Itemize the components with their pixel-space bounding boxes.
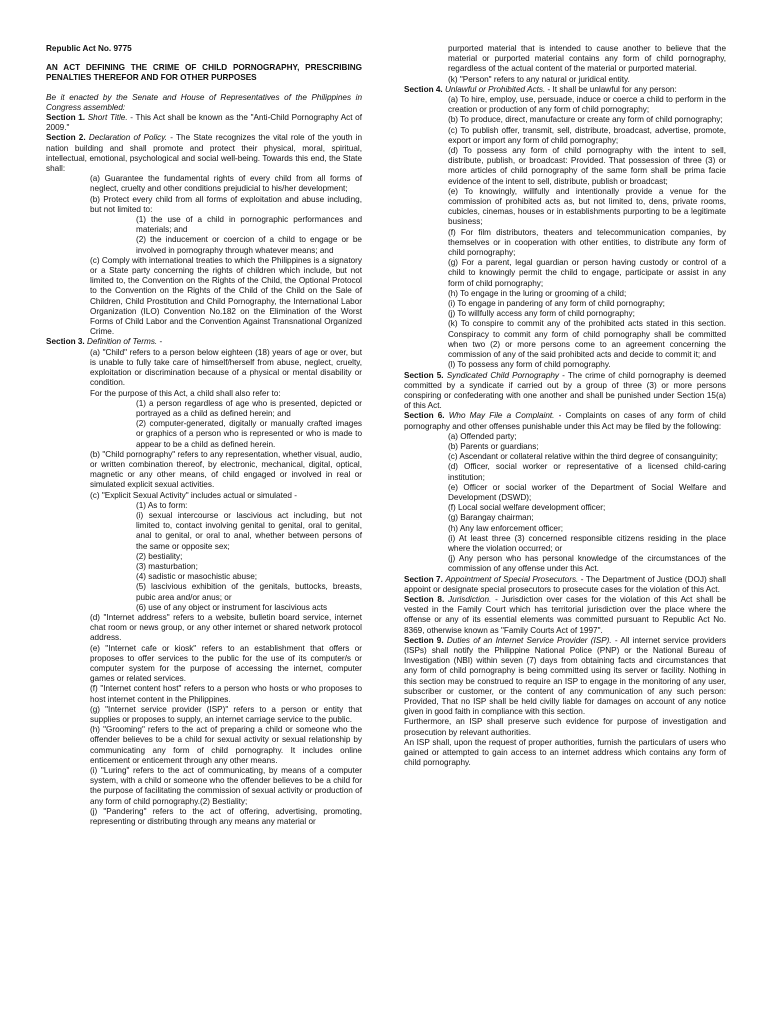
section-heading: Jurisdiction.: [448, 594, 492, 604]
clause: (l) To possess any form of child pornography.: [448, 360, 611, 370]
clause: (a) Guarantee the fundamental rights of every child from all forms of neglect, cruelty and other conditions prejudicial to his/her development;: [90, 174, 362, 194]
section-text: - This Act shall be known as the "Anti-Child Pornography Act of 2009.": [46, 113, 363, 133]
section-paragraph: [404, 595, 726, 636]
section-heading: Appointment of Special Prosecutors.: [445, 574, 579, 584]
section-number: Section 9.: [404, 635, 447, 645]
section-text: - The State recognizes the vital role of the youth in nation building and shall promote and protect their physical, moral, spiritual, intellectual, emotional, psychological and social well-being. Towards this end, the State shall:: [46, 133, 362, 174]
clause: (k) "Person" refers to any natural or juridical entity.: [448, 74, 630, 84]
section-number: Section 3.: [46, 337, 87, 347]
clause: (a) To hire, employ, use, persuade, induce or coerce a child to perform in the creation or production of any form of child pornography;: [448, 95, 726, 115]
clause: (d) To possess any form of child pornography with the intent to sell, distribute, publish, or broadcast: Provided. That possession of three (3) or more articles of child pornography of the same form shall be prima facie evidence of the intent to sell, distribute, publish or broadcast;: [448, 146, 726, 186]
clause: (d) "Internet address" refers to a website, bulletin board service, internet chat room or news group, or any other internet or shared network protocol address.: [90, 612, 362, 643]
section-number: Section 7.: [404, 574, 446, 584]
sub-clause: (i) sexual intercourse or lascivious act including, but not limited to, contact involving genital to genital, oral to genital, anal to genital, or oral to anal, whether between persons of the same or opposite sex;: [136, 510, 362, 551]
clause: (i) "Luring" refers to the act of communicating, by means of a computer system, with a child or someone who the offender believes to be a child for the purpose of facilitating the commission of sexual activity or production of any form of child pornography.(2) Bestiality;: [90, 766, 362, 806]
section-paragraph: [46, 337, 362, 347]
clause: (b) Protect every child from all forms of exploitation and abuse including, but not limited to:: [90, 194, 362, 214]
clause: (e) "Internet cafe or kiosk" refers to an establishment that offers or proposes to offer services to the public for the use of its computer/s or computer system for the purpose of accessing the internet, computer games or related services.: [90, 643, 362, 684]
section-number: Section 1.: [46, 113, 88, 123]
left-column: [46, 44, 362, 827]
clause: (e) Officer or social worker of the Department of Social Welfare and Development (DSWD);: [448, 482, 726, 502]
section-paragraph: [404, 411, 726, 431]
act-title: AN ACT DEFINING THE CRIME OF CHILD PORNOGRAPHY, PRESCRIBING PENALTIES THEREFOR AND FOR OTHER PURPOSES: [46, 63, 362, 83]
clause: (b) To produce, direct, manufacture or create any form of child pornography;: [448, 115, 723, 125]
sub-clause: (2) bestiality;: [136, 551, 183, 561]
section-text: - The crime of child pornography is deemed committed by a syndicate if carried out by a group of three (3) or more persons conspiring or confederating with one another and shall be punished under Section 15(a) of this Act.: [404, 370, 726, 411]
section-number: Section 2.: [46, 133, 89, 143]
sub-clause: (6) use of any object or instrument for lascivious acts: [136, 602, 328, 612]
sub-clause: (1) a person regardless of age who is presented, depicted or portrayed as a child as defined herein; and: [136, 398, 362, 418]
paragraph: An ISP shall, upon the request of proper authorities, furnish the particulars of users who gained or attempted to gain access to an internet address which contains any form of child pornography.: [404, 737, 726, 768]
clause: (f) "Internet content host" refers to a person who hosts or who proposes to host internet content in the Philippines.: [90, 684, 362, 704]
clause: (b) "Child pornography" refers to any representation, whether visual, audio, or written combination thereof, by electronic, mechanical, digital, optical, magnetic or any other means, of child engaged or involved in real or simulated explicit sexual activities.: [90, 449, 362, 490]
clause: For the purpose of this Act, a child shall also refer to:: [90, 388, 281, 398]
section-number: Section 8.: [404, 594, 449, 604]
section-heading: Declaration of Policy.: [88, 133, 168, 143]
clause: (i) At least three (3) concerned responsible citizens residing in the place where the violation occurred; or: [448, 533, 726, 553]
section-heading: Duties of an Internet Service Provider (ISP).: [446, 635, 612, 645]
section-text: - Complaints on cases of any form of child pornography and other offenses punishable under this Act may be filed by the following:: [404, 411, 726, 431]
sub-clause: (1) As to form:: [136, 500, 188, 510]
section-text: - All internet service providers (ISPs) shall notify the Philippine National Police (PNP) or the National Bureau of Investigation (NBI) within seven (7) days from obtaining facts and circumstances that any form of child pornography is being committed using its server or facility. Nothing in this section may be construed to require an ISP to engage in the monitoring of any user, subscriber or customer, or the content of any communication of any such person: Provided, That no ISP shall be held civilly liable for damages on account of any notice given in good faith in compliance with this section.: [404, 635, 726, 717]
clause: (a) Offended party;: [448, 431, 517, 441]
sub-clause: (1) the use of a child in pornographic performances and materials; and: [136, 215, 362, 235]
clause: (i) To engage in pandering of any form of child pornography;: [448, 299, 665, 309]
clause: (j) Any person who has personal knowledge of the circumstances of the commission of any offense under this Act.: [448, 554, 726, 574]
enacting-clause: Be it enacted by the Senate and House of Representatives of the Philippines in Congress assembled:: [46, 92, 362, 112]
clause: (g) For a parent, legal guardian or person having custody or control of a child to knowingly permit the child to engage, participate or assist in any form of child pornography;: [448, 258, 726, 288]
clause: (f) Local social welfare development officer;: [448, 503, 606, 513]
section-paragraph: [404, 575, 726, 595]
section-number: Section 5.: [404, 370, 447, 380]
clause: (k) To conspire to commit any of the prohibited acts stated in this section. Conspiracy to commit any form of child pornography shall be committed when two (2) or more persons come to an agreement concerning the commission of any of the said prohibited acts and decide to commit it; and: [448, 319, 726, 360]
clause: (j) To willfully access any form of child pornography;: [448, 309, 635, 319]
section-heading: Unlawful or Prohibited Acts.: [444, 84, 546, 94]
right-column: [404, 44, 726, 768]
sub-clause: (2) the inducement or coercion of a child to engage or be involved in pornography through whatever means; and: [136, 235, 362, 255]
clause: (h) Any law enforcement officer;: [448, 523, 563, 533]
right-column-body: [404, 44, 726, 768]
clause: (j) "Pandering" refers to the act of offering, advertising, promoting, representing or distributing through any means any material or: [90, 806, 362, 827]
section-text: -: [157, 337, 163, 347]
section-text: - It shall be unlawful for any person:: [545, 84, 677, 94]
paragraph: Furthermore, an ISP shall preserve such evidence for purpose of investigation and prosecution by relevant authorities.: [404, 717, 726, 737]
clause: (c) Ascendant or collateral relative within the third degree of consanguinity;: [448, 452, 718, 462]
section-heading: Who May File a Complaint.: [448, 411, 555, 421]
section-text: - Jurisdiction over cases for the violation of this Act shall be vested in the Family Court which has territorial jurisdiction over the place where the offense or any of its essential elements was committed pursuant to Republic Act No. 8369, otherwise known as "Family Courts Act of 1997".: [404, 594, 726, 635]
section-text: - The Department of Justice (DOJ) shall appoint or designate special prosecutors to prosecute cases for the violation of this Act.: [404, 574, 726, 594]
sub-clause: (2) computer-generated, digitally or manually crafted images or graphics of a person who is represented or who is made to appear to be a child as defined herein.: [136, 419, 362, 449]
section-paragraph: [404, 371, 726, 412]
clause: (g) Barangay chairman;: [448, 513, 534, 523]
clause: purported material that is intended to cause another to believe that the material or purported material contains any form of child pornography, regardless of the actual content of the material or purported material.: [448, 44, 726, 74]
clause: (e) To knowingly, willfully and intentionally provide a venue for the commission of prohibited acts as, but not limited to, dens, private rooms, cubicles, cinemas, houses or in establishments purporting to be a legitimate business;: [448, 186, 726, 227]
clause: (f) For film distributors, theaters and telecommunication companies, by themselves or in cooperation with other entities, to distribute any form of child pornography;: [448, 227, 726, 258]
section-number: Section 4.: [404, 84, 445, 94]
left-column-body: [46, 113, 362, 827]
section-heading: Definition of Terms.: [86, 337, 158, 347]
clause: (b) Parents or guardians;: [448, 441, 539, 451]
section-paragraph: [404, 85, 726, 95]
sub-clause: (5) lascivious exhibition of the genitals, buttocks, breasts, pubic area and/or anus; or: [136, 582, 362, 602]
section-paragraph: [46, 133, 362, 174]
clause: (c) To publish offer, transmit, sell, distribute, broadcast, advertise, promote, export or import any form of child pornography;: [448, 125, 726, 145]
sub-clause: (3) masturbation;: [136, 561, 198, 571]
section-number: Section 6.: [404, 411, 449, 421]
clause: (a) "Child" refers to a person below eighteen (18) years of age or over, but is unable to fully take care of himself/herself from abuse, neglect, cruelty, exploitation or discrimination because of a physical or mental disability or condition.: [90, 347, 362, 388]
clause: (h) "Grooming" refers to the act of preparing a child or someone who the offender believes to be a child for sexual activity or sexual relationship by communicating any form of child pornography. It includes online enticement or enticement through any other means.: [90, 725, 362, 765]
section-heading: Short Title.: [87, 113, 128, 123]
clause: (c) "Explicit Sexual Activity" includes actual or simulated -: [90, 490, 297, 500]
sub-clause: (4) sadistic or masochistic abuse;: [136, 572, 258, 582]
clause: (d) Officer, social worker or representative of a licensed child-caring institution;: [448, 462, 726, 482]
act-number: Republic Act No. 9775: [46, 44, 132, 53]
clause: (g) "Internet service provider (ISP)" refers to a person or entity that supplies or proposes to supply, an internet carriage service to the public.: [90, 704, 362, 724]
clause: (c) Comply with international treaties to which the Philippines is a signatory or a State party concerning the rights of children which include, but not limited to, the Convention on the Rights of the Child, the Optional Protocol to the Convention on the Rights of the Child of the Child on the Sale of Children, Child Prostitution and Child Pornography, the International Labor Organization (ILO) Convention No.182 on the Elimination of the Worst Forms of Child Labor and the Convention Against Transnational Organized Crime.: [90, 255, 362, 337]
section-heading: Syndicated Child Pornography: [446, 370, 560, 380]
section-paragraph: [404, 636, 726, 718]
section-paragraph: [46, 113, 362, 133]
clause: (h) To engage in the luring or grooming of a child;: [448, 288, 627, 298]
